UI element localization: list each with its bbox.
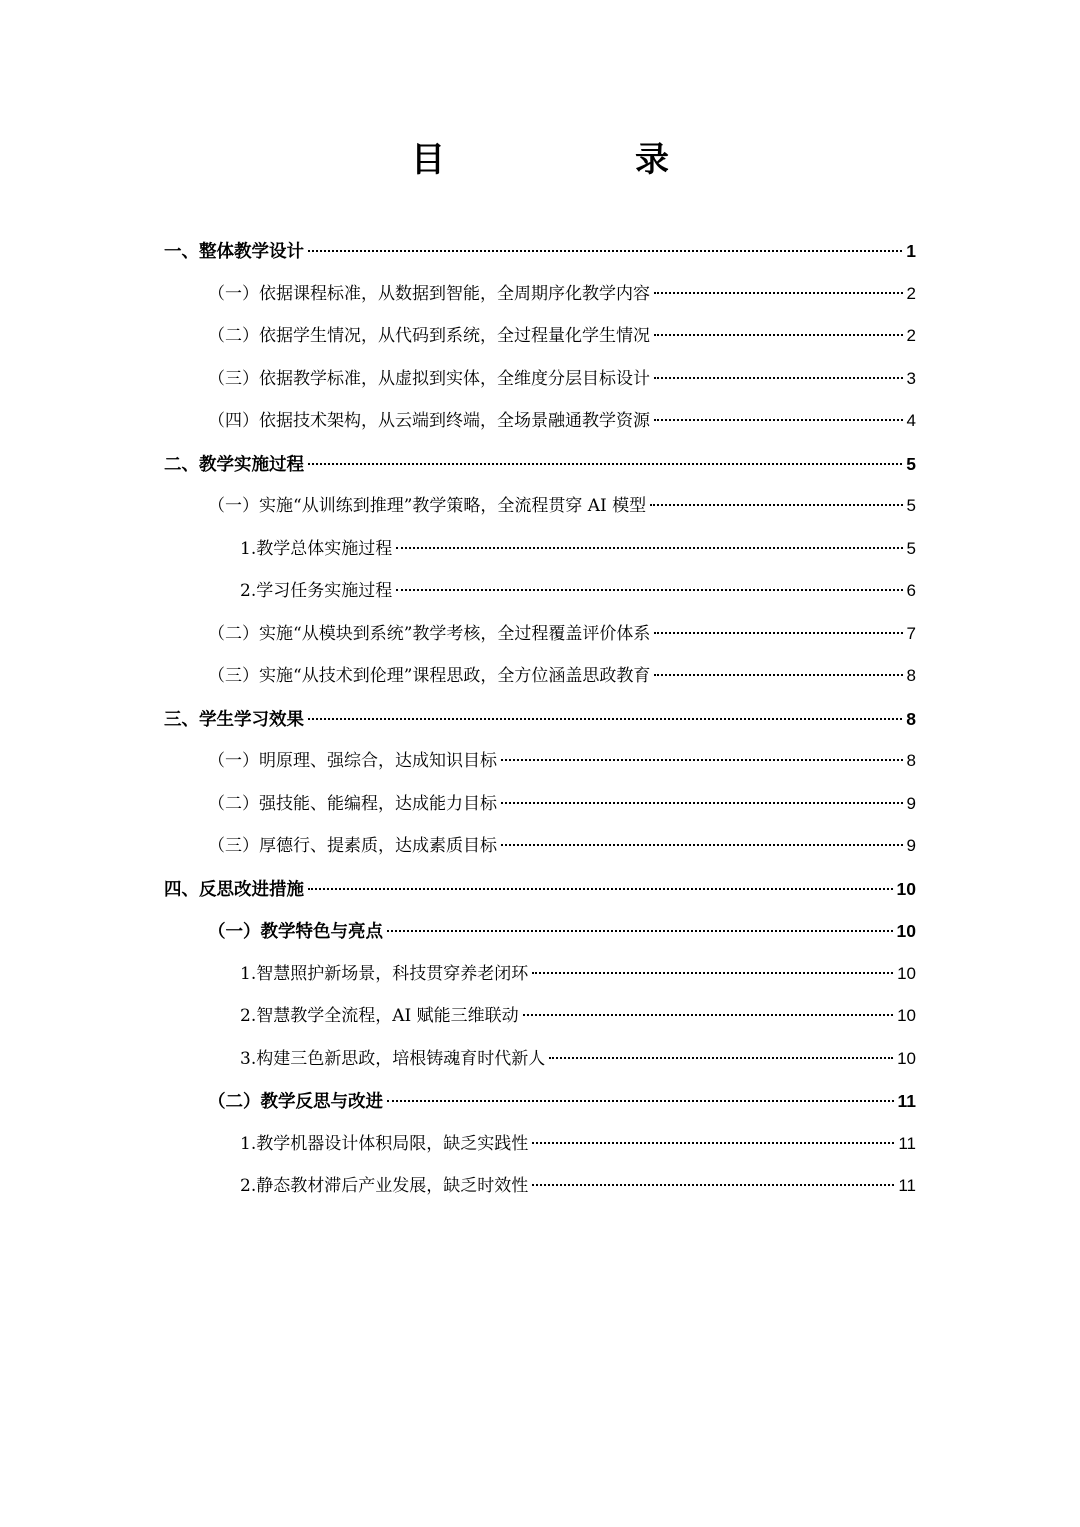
toc-entry-title: （三）厚德行、提素质，达成素质目标 [208,836,497,856]
toc-page-number: 8 [906,666,916,685]
toc-entry[interactable] [0,995,1080,1038]
toc-dot-leader [308,718,902,720]
toc-entry[interactable] [0,825,1080,868]
toc-entry[interactable] [0,1080,1080,1123]
toc-entry-title: （二）实施“从模块到系统”教学考核，全过程覆盖评价体系 [208,623,651,644]
toc-entry[interactable] [0,953,1080,996]
toc-dot-leader [549,1057,893,1059]
toc-entry[interactable] [0,613,1080,656]
toc-dot-leader [654,292,903,294]
toc-page-number: 10 [897,963,916,983]
toc-dot-leader [532,1184,894,1186]
toc-dot-leader [532,972,893,974]
toc-page-number: 4 [906,411,916,430]
toc-entry[interactable] [0,570,1080,613]
toc-page-number: 9 [906,793,916,813]
toc-entry-title: 三、学生学习效果 [164,709,304,730]
toc-dot-leader [501,759,903,761]
toc-dot-leader [501,802,903,804]
toc-entry[interactable] [0,358,1080,401]
toc-page-number: 5 [906,538,916,558]
toc-page-number: 1 [906,241,916,261]
toc-dot-leader [523,1014,893,1016]
toc-dot-leader [654,632,902,634]
toc-page-number: 8 [906,751,916,770]
toc-entry-title: （一）依据课程标准，从数据到智能，全周期序化教学内容 [208,283,650,304]
toc-dot-leader [308,888,893,890]
toc-dot-leader [308,250,902,252]
toc-page-number: 2 [906,326,916,345]
table-of-contents [0,230,1080,1208]
toc-entry-title: 一、整体教学设计 [164,242,304,262]
toc-entry[interactable] [0,868,1080,911]
toc-entry[interactable] [0,655,1080,698]
toc-entry[interactable] [0,740,1080,783]
toc-entry-title: （三）依据教学标准，从虚拟到实体，全维度分层目标设计 [208,368,650,389]
toc-page-number: 11 [897,1091,916,1111]
toc-page-number: 6 [906,581,916,600]
toc-entry-title: （一）实施“从训练到推理”教学策略，全流程贯穿 AI 模型 [208,496,647,516]
toc-page-number: 10 [896,878,916,899]
toc-entry[interactable] [0,1165,1080,1208]
toc-page-number: 5 [906,453,916,474]
toc-entry-title: 2.静态教材滞后产业发展，缺乏时效性 [240,1176,529,1196]
toc-page-number: 3 [906,368,916,388]
toc-page-number: 8 [906,708,916,729]
toc-dot-leader [308,463,902,465]
toc-entry[interactable] [0,910,1080,953]
toc-dot-leader [654,419,903,421]
toc-entry[interactable] [0,400,1080,443]
toc-dot-leader [387,1100,894,1102]
toc-page-number: 2 [906,283,916,303]
toc-entry[interactable] [0,485,1080,528]
toc-entry-title: 四、反思改进措施 [164,879,304,900]
toc-dot-leader [650,504,902,506]
toc-entry[interactable] [0,698,1080,741]
toc-entry-title: 1.智慧照护新场景，科技贯穿养老闭环 [240,963,529,984]
toc-page-number: 9 [906,836,916,855]
toc-entry-title: （二）教学反思与改进 [208,1092,383,1112]
toc-page-number: 10 [897,1006,916,1025]
toc-page-number: 11 [898,1176,916,1195]
toc-entry-title: 1.教学机器设计体积局限，缺乏实践性 [240,1133,529,1154]
toc-entry[interactable] [0,1123,1080,1166]
toc-entry-title: （二）强技能、能编程，达成能力目标 [208,793,497,814]
toc-page-number: 10 [897,1048,916,1068]
toc-dot-leader [532,1142,894,1144]
toc-entry[interactable] [0,230,1080,273]
toc-entry[interactable] [0,1038,1080,1081]
toc-entry-title: （二）依据学生情况，从代码到系统，全过程量化学生情况 [208,326,650,346]
toc-entry[interactable] [0,528,1080,571]
toc-entry-title: 2.学习任务实施过程 [240,581,393,601]
toc-dot-leader [654,674,902,676]
page-title: 目 录 [411,140,747,180]
toc-entry-title: （一）明原理、强综合，达成知识目标 [208,751,497,771]
toc-page-number: 11 [898,1133,916,1153]
toc-dot-leader [654,377,903,379]
toc-dot-leader [396,589,902,591]
toc-entry[interactable] [0,443,1080,486]
toc-entry-title: 3.构建三色新思政，培根铸魂育时代新人 [240,1048,546,1069]
toc-page-number: 5 [906,496,916,515]
toc-entry-title: （一）教学特色与亮点 [208,922,383,942]
toc-entry[interactable] [0,315,1080,358]
toc-dot-leader [654,334,903,336]
toc-entry-title: 二、教学实施过程 [164,454,304,475]
toc-entry-title: 1.教学总体实施过程 [240,538,393,559]
toc-dot-leader [387,930,893,932]
toc-entry-title: 2.智慧教学全流程，AI 赋能三维联动 [240,1006,519,1026]
toc-dot-leader [396,547,902,549]
toc-entry[interactable] [0,273,1080,316]
toc-entry-title: （四）依据技术架构，从云端到终端，全场景融通教学资源 [208,411,650,431]
toc-dot-leader [501,844,903,846]
toc-entry[interactable] [0,783,1080,826]
toc-page-number: 7 [906,623,916,643]
toc-page-number: 10 [896,921,916,941]
toc-entry-title: （三）实施“从技术到伦理”课程思政，全方位涵盖思政教育 [208,666,651,686]
